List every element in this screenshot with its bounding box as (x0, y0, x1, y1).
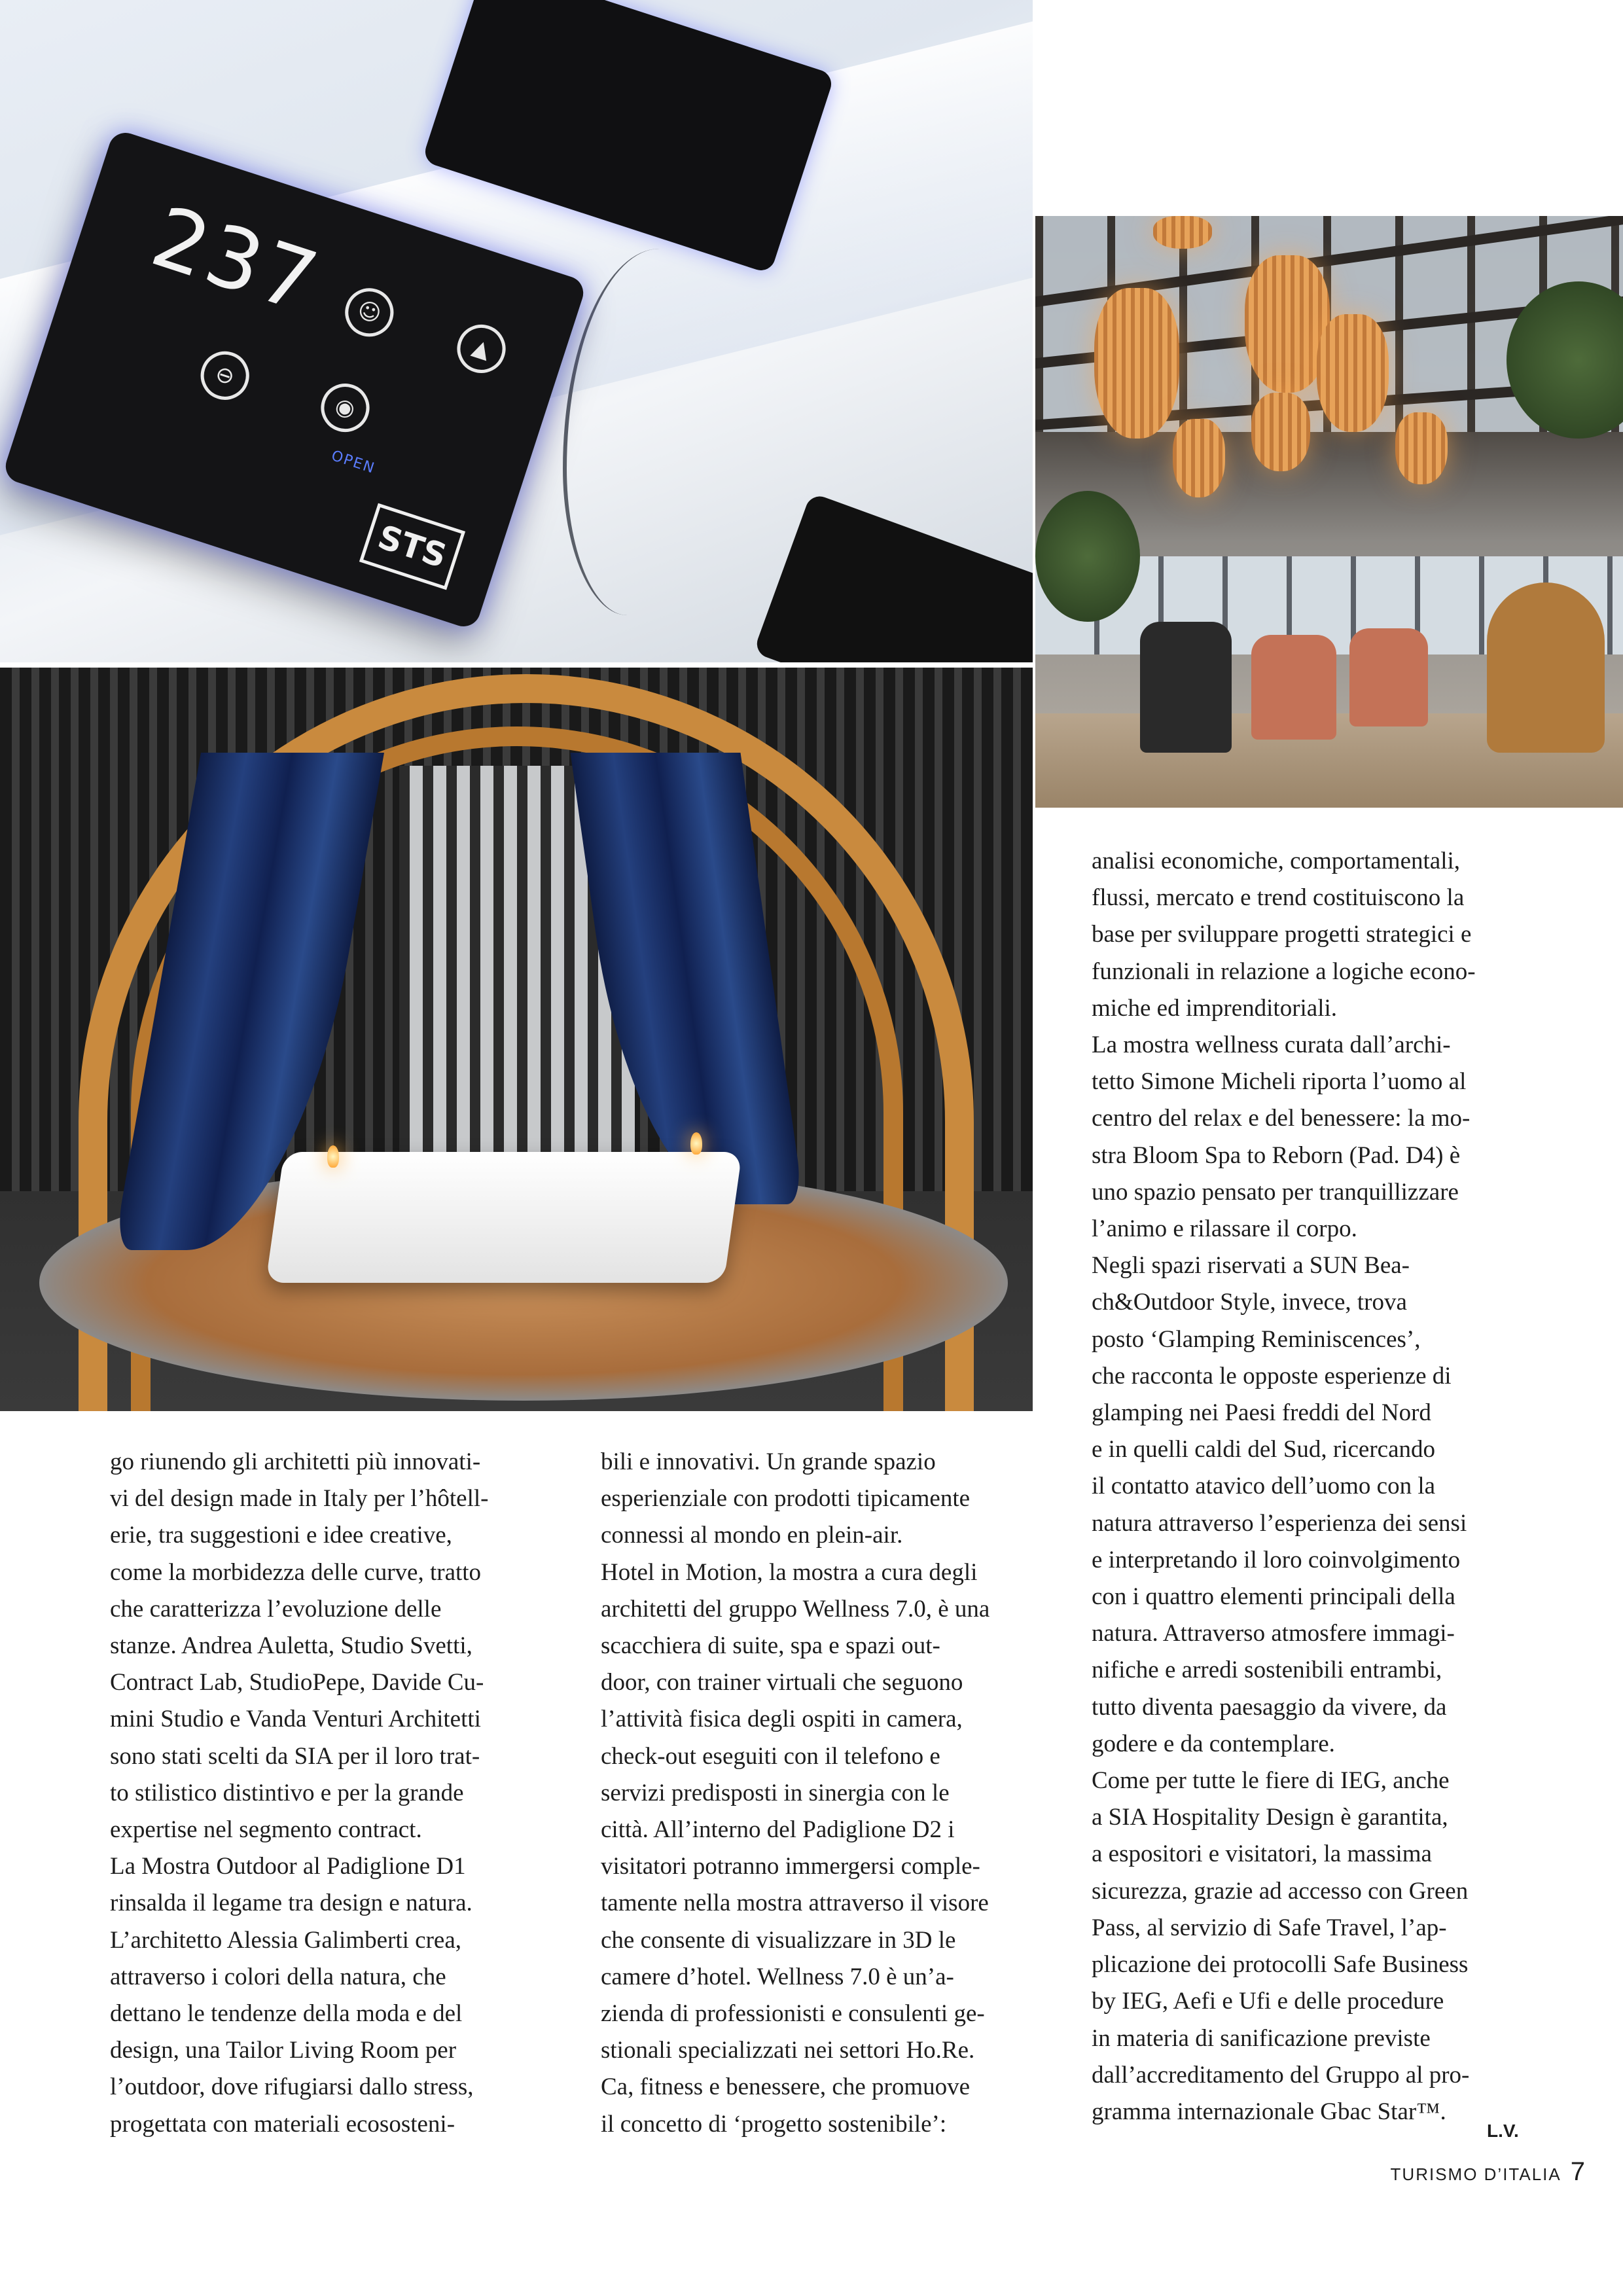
text-line: architetti del gruppo Wellness 7.0, è una (601, 1595, 990, 1623)
open-label: OPEN (329, 447, 378, 477)
text-line: attraverso i colori della natura, che (110, 1963, 446, 1990)
text-line: stra Bloom Spa to Reborn (Pad. D4) è (1092, 1141, 1461, 1169)
text-line: l’animo e rilassare il corpo. (1092, 1215, 1357, 1243)
text-line: sicurezza, grazie ad accesso con Green (1092, 1877, 1469, 1905)
text-line: scacchiera di suite, spa e spazi out- (601, 1632, 940, 1660)
photo-restaurant (1035, 216, 1623, 808)
text-line: sono stati scelti da SIA per il loro trat- (110, 1742, 480, 1770)
text-line: design, una Tailor Living Room per (110, 2037, 457, 2064)
text-line: che consente di visualizzare in 3D le (601, 1926, 956, 1954)
magazine-name: TURISMO D’ITALIA (1390, 2164, 1561, 2184)
text-line: Ca, fitness e benessere, che promuove (601, 2073, 971, 2101)
text-line: come la morbidezza delle curve, tratto (110, 1558, 482, 1586)
chair (1251, 635, 1336, 740)
text-line: funzionali in relazione a logiche econo- (1092, 958, 1476, 985)
text-line: miche ed imprenditoriali. (1092, 994, 1338, 1022)
text-line: Contract Lab, StudioPepe, Davide Cu- (110, 1669, 484, 1696)
text-line: base per sviluppare progetti strategici e (1092, 921, 1472, 948)
article-column-1 (110, 1444, 542, 2143)
rattan-lamp (1317, 314, 1389, 432)
chair (1349, 628, 1428, 726)
text-line: nifiche e arredi sostenibili entrambi, (1092, 1657, 1442, 1684)
text-line: zienda di professionisti e consulenti ge- (601, 2000, 985, 2028)
plant (1035, 491, 1140, 622)
photo-room-keypad (0, 0, 1033, 662)
third-keypad (753, 492, 1033, 662)
text-line: gramma internazionale Gbac Star™. (1092, 2098, 1446, 2125)
page-footer (1391, 2157, 1585, 2187)
text-line: stionali specializzati nei settori Ho.Re. (601, 2037, 975, 2064)
text-line: vi del design made in Italy per l’hôtell- (110, 1485, 489, 1513)
do-not-disturb-icon: ⊖ (194, 345, 255, 406)
doorbell-icon: ◉ (315, 377, 376, 438)
text-line: a SIA Hospitality Design è garantita, (1092, 1804, 1448, 1831)
rattan-lamp (1094, 288, 1179, 439)
text-line: natura attraverso l’esperienza dei sensi (1092, 1509, 1467, 1537)
text-line: che racconta le opposte esperienze di (1092, 1362, 1452, 1390)
text-line: l’outdoor, dove rifugiarsi dallo stress, (110, 2073, 474, 2101)
rattan-lamp (1173, 419, 1225, 497)
text-line: esperienziale con prodotti tipicamente (601, 1485, 971, 1513)
futon-mattress (266, 1152, 742, 1283)
rattan-chair (1487, 583, 1605, 753)
text-line: Negli spazi riservati a SUN Bea- (1092, 1252, 1410, 1280)
text-line: bili e innovativi. Un grande spazio (601, 1448, 936, 1475)
rattan-lamp (1395, 412, 1448, 484)
text-line: che caratterizza l’evoluzione delle (110, 1595, 442, 1623)
text-line: a espositori e visitatori, la massima (1092, 1840, 1432, 1868)
text-line: tutto diventa paesaggio da vivere, da (1092, 1693, 1447, 1721)
text-line: Hotel in Motion, la mostra a cura degli (601, 1558, 978, 1586)
candle (327, 1145, 339, 1168)
text-line: mini Studio e Vanda Venturi Architetti (110, 1706, 481, 1733)
text-line: con i quattro elementi principali della (1092, 1583, 1455, 1611)
service-icon: ▲ (451, 318, 512, 379)
text-line: natura. Attraverso atmosfere immagi- (1092, 1620, 1455, 1647)
article-column-3 (1092, 843, 1525, 2130)
room-number: 237 (141, 188, 330, 333)
text-line: l’attività fisica degli ospiti in camera, (601, 1706, 963, 1733)
text-line: progettata con materiali ecososteni- (110, 2110, 455, 2138)
person-icon: ☺ (339, 282, 400, 343)
candle (690, 1132, 702, 1155)
text-line: to stilistico distintivo e per la grande (110, 1779, 464, 1806)
text-line: posto ‘Glamping Reminiscences’, (1092, 1325, 1421, 1353)
text-line: e interpretando il loro coinvolgimento (1092, 1546, 1461, 1573)
text-line: La mostra wellness curata dall’archi- (1092, 1031, 1451, 1059)
text-line: door, con trainer virtuali che seguono (601, 1669, 963, 1696)
text-line: plicazione dei protocolli Safe Business (1092, 1951, 1469, 1979)
text-line: L’architetto Alessia Galimberti crea, (110, 1926, 461, 1954)
text-line: check-out eseguiti con il telefono e (601, 1742, 940, 1770)
text-line: centro del relax e del benessere: la mo- (1092, 1105, 1471, 1132)
text-line: e in quelli caldi del Sud, ricercando (1092, 1436, 1436, 1463)
text-line: uno spazio pensato per tranquillizzare (1092, 1178, 1459, 1206)
text-line: go riunendo gli architetti più innovati- (110, 1448, 481, 1475)
text-line: il concetto di ‘progetto sostenibile’: (601, 2110, 947, 2138)
photo-canopy-bed (0, 668, 1033, 1411)
chair (1140, 622, 1232, 753)
text-line: stanze. Andrea Auletta, Studio Svetti, (110, 1632, 473, 1660)
text-line: dall’accreditamento del Gruppo al pro- (1092, 2061, 1470, 2089)
text-line: tamente nella mostra attraverso il visore (601, 1890, 989, 1917)
page-number: 7 (1570, 2157, 1585, 2186)
text-line: il contatto atavico dell’uomo con la (1092, 1473, 1436, 1500)
rattan-lamp (1153, 216, 1212, 249)
article-column-2 (601, 1444, 1033, 2143)
text-line: La Mostra Outdoor al Padiglione D1 (110, 1853, 466, 1880)
text-line: Come per tutte le fiere di IEG, anche (1092, 1767, 1450, 1795)
text-line: flussi, mercato e trend costituiscono la (1092, 884, 1465, 912)
brand-logo: STS (359, 503, 465, 590)
text-line: ch&Outdoor Style, invece, trova (1092, 1289, 1407, 1316)
text-line: rinsalda il legame tra design e natura. (110, 1890, 473, 1917)
text-line: expertise nel segmento contract. (110, 1816, 422, 1844)
text-line: in materia di sanificazione previste (1092, 2024, 1431, 2052)
text-line: analisi economiche, comportamentali, (1092, 848, 1461, 874)
text-line: glamping nei Paesi freddi del Nord (1092, 1399, 1431, 1427)
text-line: godere e da contemplare. (1092, 1730, 1335, 1757)
text-line: erie, tra suggestioni e idee creative, (110, 1522, 452, 1549)
author-initials: L.V. (1487, 2121, 1519, 2141)
text-line: servizi predisposti in sinergia con le (601, 1779, 950, 1806)
text-line: connessi al mondo en plein-air. (601, 1522, 903, 1549)
text-line: Pass, al servizio di Safe Travel, l’ap- (1092, 1914, 1447, 1941)
text-line: città. All’interno del Padiglione D2 i (601, 1816, 955, 1844)
rattan-lamp (1251, 393, 1310, 471)
text-line: by IEG, Aefi e Ufi e delle procedure (1092, 1988, 1444, 2015)
text-line: camere d’hotel. Wellness 7.0 è un’a- (601, 1963, 954, 1990)
text-line: tetto Simone Micheli riporta l’uomo al (1092, 1068, 1467, 1096)
text-line: visitatori potranno immergersi comple- (601, 1853, 980, 1880)
text-line: dettano le tendenze della moda e del (110, 2000, 463, 2028)
